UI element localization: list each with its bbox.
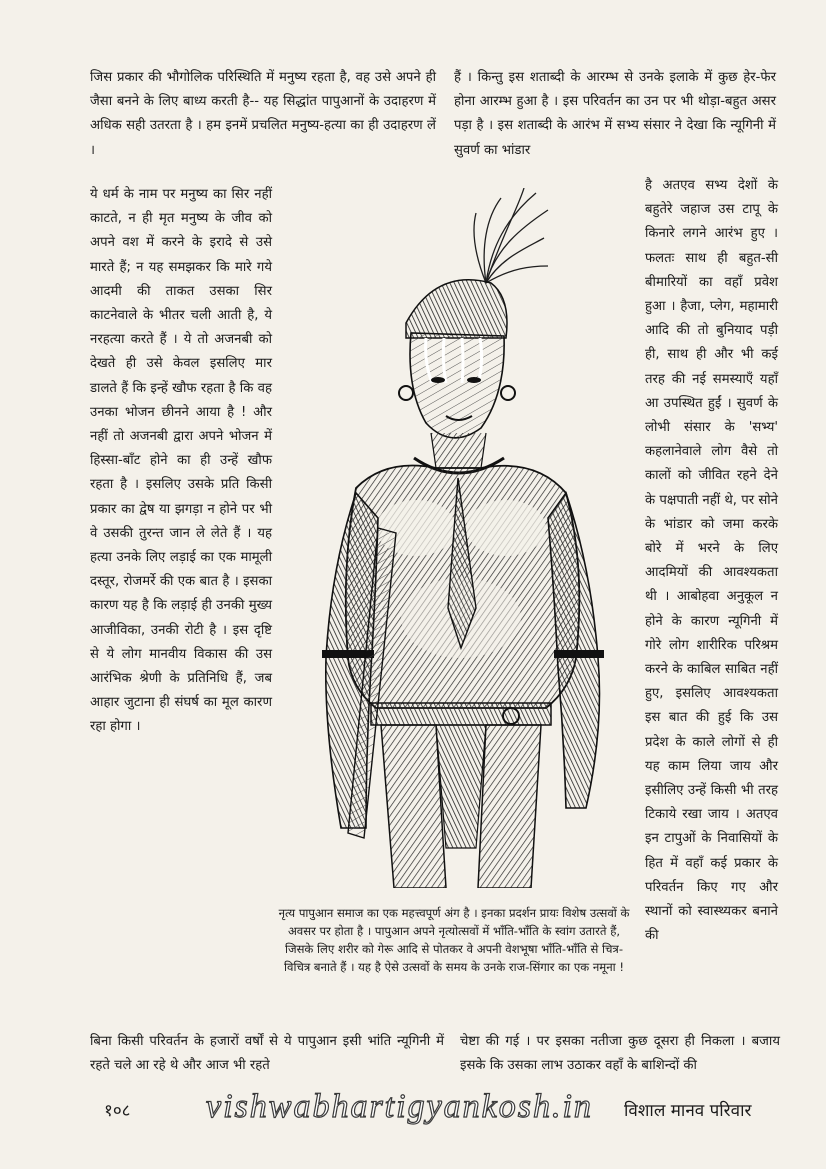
feather-headdress xyxy=(474,188,548,283)
papuan-warrior-illustration xyxy=(286,188,638,888)
book-title: विशाल मानव परिवार xyxy=(624,1101,752,1121)
text-bottom-left: बिना किसी परिवर्तन के हजारों वर्षों से ये पापुआन इसी भांति न्यूगिनी में रहते चले आ रहे थे और आज भी रहते xyxy=(90,1034,444,1074)
paragraph-bottom-left xyxy=(90,1030,444,1078)
column-left xyxy=(90,183,272,740)
watermark: vishwabhartigyankosh.in xyxy=(206,1088,593,1125)
paragraph-bottom-right xyxy=(460,1030,780,1078)
page-number: १०८ xyxy=(104,1101,131,1121)
paragraph-top-right xyxy=(454,66,776,163)
caption-text: नृत्य पापुआन समाज का एक महत्त्वपूर्ण अंग है । इनका प्रदर्शन प्रायः विशेष उत्सवों के अवसर पर होता है । पापुआन अपने नृत्योत्सवों में भाँति-भाँति के स्वांग उतारते हैं, जिसके लिए शरीर को गेरू आदि से पोतकर वे अपनी वेशभूषा भाँति-भाँति से चित्र-विचित्र बनाते हैं । यह है ऐसे उत्सवों के समय के उनके राज-सिंगार का एक नमूना ! xyxy=(278,906,630,974)
text-column-right: है अतएव सभ्य देशों के बहुतेरे जहाज उस टापू के किनारे लगने आरंभ हुए । फलतः साथ ही बहुत-सी बीमारियों का वहाँ प्रवेश हुआ । हैजा, प्लेग, महामारी आदि की तो बुनियाद पड़ी ही, साथ ही और भी कई तरह की नई समस्याएँ यहाँ आ उपस्थित हुईं । सुवर्ण के लोभी संसार के 'सभ्य' कहलानेवाले लोग वैसे तो कालों को जीवित रहने देने के पक्षपाती नहीं थे, पर सोने के भांडार को जमा करके बोरे में भरने के लिए आदमियों की आवश्यकता थी । आबोहवा अनुकूल न होने के कारण न्यूगिनी में गोरे लोग शारीरिक परिश्रम करने के काबिल साबित नहीं हुए, इसलिए आवश्यकता इस बात की हुई कि उस प्रदेश के काले लोगों से ही यह काम लिया जाय और इसीलिए उन्हें किसी भी तरह टिकाये रखा जाय । अतएव इन टापुओं के निवासियों के हित में वहाँ कई प्रकार के परिवर्तन किए गए और स्थानों को स्वास्थ्यकर बनाने की xyxy=(645,178,778,944)
column-right xyxy=(645,174,778,949)
text-bottom-right: चेष्टा की गई । पर इसका नतीजा कुछ दूसरा ही निकला । बजाय इसके कि उसका लाभ उठाकर वहाँ के बाशिन्दों की xyxy=(460,1034,780,1074)
illustration-caption xyxy=(276,904,632,976)
text-column-left: ये धर्म के नाम पर मनुष्य का सिर नहीं काटते, न ही मृत मनुष्य के जीव को अपने वश में करने के इरादे से उसे मारते हैं; न यह समझकर कि मारे गये आदमी की ताकत उसका सिर काटनेवाले के भीतर चली आती है, ये नरहत्या करते हैं । ये तो अजनबी को देखते ही उसे केवल इसलिए मार डालते हैं कि इन्हें खौफ रहता है कि वह उनका भोजन छीनने आया है ! और नहीं तो अजनबी द्वारा अपने भोजन में हिस्सा-बाँट होने का ही उन्हें खौफ रहता है । इसलिए उसके प्रति किसी प्रकार का द्वेष या झगड़ा न होने पर भी वे उसकी तुरन्त जान ले लेते हैं । यह हत्या उनके लिए लड़ाई का एक मामूली दस्तूर, रोजमर्रे की एक बात है । इसका कारण यह है कि लड़ाई ही उनकी मुख्य आजीविका, उनकी रोटी है । इस दृष्टि से ये लोग मानवीय विकास की उस आरंभिक श्रेणी के प्रतिनिधि हैं, जब आहार जुटाना ही संघर्ष का मूल कारण रहा होगा । xyxy=(90,187,272,735)
text-top-right: हैं । किन्तु इस शताब्दी के आरम्भ से उनके इलाके में कुछ हेर-फेर होना आरम्भ हुआ है । इस परिवर्तन का उन पर भी थोड़ा-बहुत असर पड़ा है । इस शताब्दी के आरंभ में सभ्य संसार ने देखा कि न्यूगिनी में सुवर्ण का भांडार xyxy=(454,70,776,158)
paragraph-top-left xyxy=(90,66,436,163)
text-top-left: जिस प्रकार की भौगोलिक परिस्थिति में मनुष्य रहता है, वह उसे अपने ही जैसा बनने के लिए बाध्य करती है-- यह सिद्धांत पापुआनों के उदाहरण में अधिक सही उतरता है । हम इनमें प्रचलित मनुष्य-हत्या का ही उदाहरण लें । xyxy=(90,70,436,158)
